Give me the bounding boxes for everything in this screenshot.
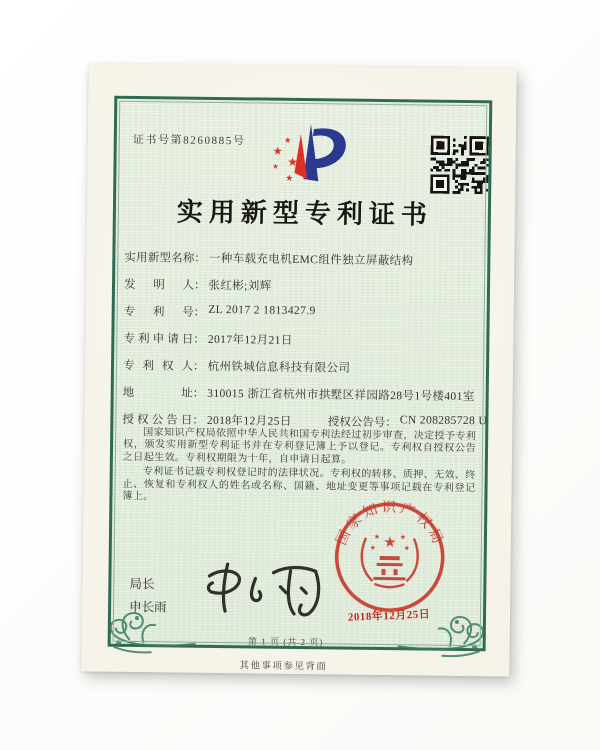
field-value: 杭州铁城信息科技有限公司 xyxy=(207,360,351,375)
field-value: ZL 2017 2 1813427.9 xyxy=(208,303,316,318)
grant-no-label: 授权公告号 xyxy=(327,416,386,430)
svg-text:★: ★ xyxy=(403,544,411,553)
signer-name: 申长雨 xyxy=(129,599,167,615)
field-row: 专利申请日 ： 2017年12月21日 xyxy=(123,330,480,361)
field-value: 张红彬;刘辉 xyxy=(208,279,272,293)
field-row: 发明人 ： 张红彬;刘辉 xyxy=(124,276,481,307)
field-label: 专利申请日 xyxy=(123,332,194,346)
legal-paragraph: 专利证书记载专利权登记时的法律状况。专利权的转移、质押、无效、终止、恢复和专利权人的姓名或名称、国籍、地址变更等事项记载在专利登记簿上。 xyxy=(122,466,476,503)
logo-star-icon: ★ xyxy=(287,154,299,169)
logo-star-icon: ★ xyxy=(272,145,283,158)
field-label: 实用新型名称 xyxy=(124,251,195,265)
legal-paragraph: 国家知识产权局依照中华人民共和国专利法经过初步审查，决定授予专利权，颁发实用新型专利证书并在专利登记簿上予以登记。专利权自授权公告之日起生效。专利权期限为十年，自申请日起算。 xyxy=(122,427,477,466)
certificate-paper xyxy=(81,63,516,676)
field-list xyxy=(122,249,488,442)
seal-arc-text: 国家知识产权局 xyxy=(333,499,447,549)
corner-flourish-icon xyxy=(393,588,490,659)
qr-code-icon xyxy=(430,136,489,195)
back-note: 其他事项参见背面 xyxy=(239,661,328,673)
svg-text:★: ★ xyxy=(383,535,397,552)
field-row: 地址 ： 310015 浙江省杭州市拱墅区祥园路28号1号楼401室 xyxy=(122,384,479,415)
field-label: 专利权人 xyxy=(122,359,194,373)
field-label: 专利号 xyxy=(123,305,194,319)
page-indicator: 第 1 页 (共 2 页) xyxy=(247,636,324,648)
logo-star-icon: ★ xyxy=(284,135,292,145)
grant-date-label: 授权公告日 xyxy=(122,413,193,427)
field-value: 310015 浙江省杭州市拱墅区祥园路28号1号楼401室 xyxy=(207,387,475,404)
grant-date-value: 2018年12月25日 xyxy=(206,414,292,428)
certificate-number: 证书号第8260885号 xyxy=(132,133,246,148)
field-row: 专利号 ： ZL 2017 2 1813427.9 xyxy=(123,303,316,319)
logo-star-icon: ★ xyxy=(272,162,279,171)
certificate-panel xyxy=(108,96,493,652)
field-label: 发明人 xyxy=(123,278,195,292)
field-row-grant: 授权公告日 ： 2018年12月25日 授权公告号 ： CN 208285728 U xyxy=(122,411,479,442)
seal-date: 2018年12月25日 xyxy=(347,608,431,624)
field-row: 专利权人 ： 杭州铁城信息科技有限公司 xyxy=(123,357,480,388)
certificate-title: 实用新型专利证书 xyxy=(176,197,434,230)
legal-text xyxy=(122,427,476,510)
field-value: 一种车载充电机EMC组件独立屏蔽结构 xyxy=(208,252,414,268)
field-value: 2017年12月21日 xyxy=(207,333,293,347)
handwritten-signature-icon xyxy=(197,556,328,624)
field-label: 地址 xyxy=(122,386,193,400)
grant-no-value: CN 208285728 U xyxy=(399,414,488,428)
svg-text:★: ★ xyxy=(369,543,377,552)
signer-title: 局长 xyxy=(129,576,155,592)
field-row: 实用新型名称 ： 一种车载充电机EMC组件独立屏蔽结构 xyxy=(124,249,481,280)
national-emblem-icon xyxy=(369,533,410,580)
svg-text:★: ★ xyxy=(373,532,381,542)
cnipa-patent-logo-icon xyxy=(266,121,351,188)
svg-text:★: ★ xyxy=(399,533,407,542)
corner-flourish-icon xyxy=(104,585,201,656)
logo-star-icon: ★ xyxy=(285,172,294,183)
